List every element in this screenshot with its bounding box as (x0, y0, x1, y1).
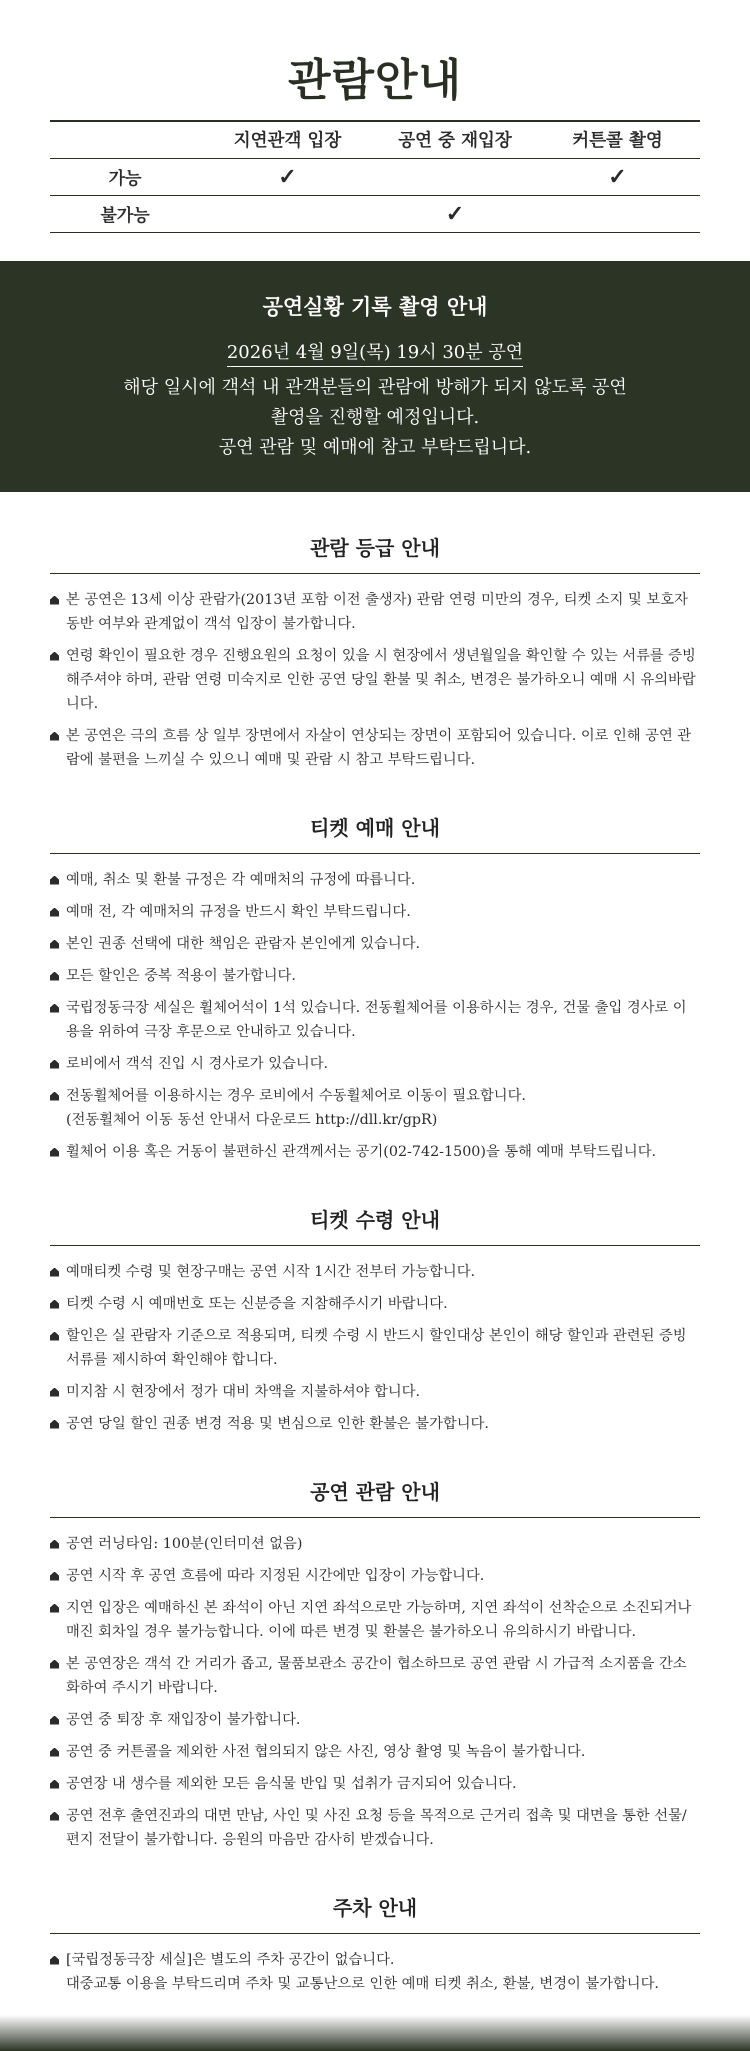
list-item (50, 724, 700, 772)
house-bullet-icon (50, 1572, 59, 1581)
house-bullet-icon (50, 876, 59, 885)
list-item (50, 1740, 700, 1764)
section-list (50, 1948, 700, 1996)
info-sections (0, 532, 750, 1996)
section-heading: 티켓 예매 안내 (50, 812, 700, 854)
list-item-subtext: 대중교통 이용을 부탁드리며 주차 및 교통난으로 인한 예매 티켓 취소, 환불, 변경이 불가합니다. (66, 1975, 659, 1992)
list-item (50, 1772, 700, 1796)
page-title: 관람안내 (287, 55, 462, 106)
section-rating (50, 532, 700, 772)
list-item-text: 공연 중 커튼콜을 제외한 사전 협의되지 않은 사진, 영상 촬영 및 녹음이 불가합니다. (66, 1743, 586, 1760)
list-item-text: 할인은 실 관람자 기준으로 적용되며, 티켓 수령 시 반드시 할인대상 본인이 해당 할인과 관련된 증빙 서류를 제시하여 확인해야 합니다. (66, 1327, 687, 1368)
section-ticket-booking (50, 812, 700, 1164)
list-item (50, 964, 700, 988)
list-item-text: 공연 중 퇴장 후 재입장이 불가합니다. (66, 1711, 301, 1728)
section-parking (50, 1892, 700, 1996)
list-item (50, 1052, 700, 1076)
list-item (50, 1948, 700, 1996)
list-item (50, 1412, 700, 1436)
house-bullet-icon (50, 1268, 59, 1277)
check-icon: ✓ (375, 195, 535, 232)
list-item-text: 예매 전, 각 예매처의 규정을 반드시 확인 부탁드립니다. (66, 903, 411, 920)
list-item-text: 전동휠체어를 이용하시는 경우 로비에서 수동휠체어로 이동이 필요합니다. (66, 1087, 526, 1104)
policy-header-row (50, 121, 700, 158)
list-item-text: 국립정동극장 세실은 휠체어석이 1석 있습니다. 전동휠체어를 이용하시는 경우, 건물 출입 경사로 이용을 위하여 극장 후문으로 안내하고 있습니다. (66, 999, 687, 1040)
list-item-text: 공연 시작 후 공연 흐름에 따라 지정된 시간에만 입장이 가능합니다. (66, 1567, 485, 1584)
house-bullet-icon (50, 1148, 59, 1157)
section-list (50, 1260, 700, 1436)
house-bullet-icon (50, 1332, 59, 1341)
house-bullet-icon (50, 972, 59, 981)
list-item-text: 공연장 내 생수를 제외한 모든 음식물 반입 및 섭취가 금지되어 있습니다. (66, 1775, 517, 1792)
policy-header-late-entry: 지연관객 입장 (200, 121, 375, 158)
list-item (50, 1532, 700, 1556)
list-item-text: 예매, 취소 및 환불 규정은 각 예매처의 규정에 따릅니다. (66, 871, 416, 888)
list-item-text: 본인 권종 선택에 대한 책임은 관람자 본인에게 있습니다. (66, 935, 421, 952)
list-item (50, 644, 700, 716)
list-item-text: 티켓 수령 시 예매번호 또는 신분증을 지참해주시기 바랍니다. (66, 1295, 448, 1312)
house-bullet-icon (50, 1300, 59, 1309)
list-item-text: 본 공연은 극의 흐름 상 일부 장면에서 자살이 연상되는 장면이 포함되어 있습니다. 이로 인해 공연 관람에 불편을 느끼실 수 있으니 예매 및 관람 시 참고 부탁드립니다. (66, 727, 692, 768)
list-item (50, 1564, 700, 1588)
admission-policy-table (50, 120, 700, 233)
list-item-text: 예매티켓 수령 및 현장구매는 공연 시작 1시간 전부터 가능합니다. (66, 1263, 476, 1280)
list-item (50, 1324, 700, 1372)
house-bullet-icon (50, 1604, 59, 1613)
house-bullet-icon (50, 1092, 59, 1101)
list-item-text: 휠체어 이용 혹은 거동이 불편하신 관객께서는 공기(02-742-1500)을 통해 예매 부탁드립니다. (66, 1143, 657, 1160)
house-bullet-icon (50, 732, 59, 741)
bottom-fade (0, 2015, 750, 2051)
notice-line: 공연 관람 및 예매에 참고 부탁드립니다. (218, 436, 532, 458)
notice-date: 2026년 4월 9일(목) 19시 30분 공연 (227, 338, 523, 367)
notice-line: 해당 일시에 객석 내 관객분들의 관람에 방해가 되지 않도록 공연 (123, 376, 627, 398)
list-item (50, 1260, 700, 1284)
list-item (50, 996, 700, 1044)
section-heading: 관람 등급 안내 (50, 532, 700, 574)
notice-title: 공연실황 기록 촬영 안내 (262, 293, 488, 319)
list-item (50, 1804, 700, 1852)
house-bullet-icon (50, 596, 59, 605)
list-item-text: 본 공연은 13세 이상 관람가(2013년 포함 이전 출생자) 관람 연령 미만의 경우, 티켓 소지 및 보호자 동반 여부와 관계없이 객석 입장이 불가합니다. (66, 591, 688, 632)
list-item-text: 본 공연장은 객석 간 거리가 좁고, 물품보관소 공간이 협소하므로 공연 관람 시 가급적 소지품을 간소화하여 주시기 바랍니다. (66, 1655, 687, 1696)
list-item (50, 1652, 700, 1700)
list-item (50, 588, 700, 636)
section-heading: 티켓 수령 안내 (50, 1204, 700, 1246)
list-item-text: 공연 전후 출연진과의 대면 만남, 사인 및 사진 요청 등을 목적으로 근거리 접촉 및 대면을 통한 선물/편지 전달이 불가합니다. 응원의 마음만 감사히 받겠습니다. (66, 1807, 687, 1848)
list-item-subtext: (전동휠체어 이동 동선 안내서 다운로드 http://dll.kr/gpR) (66, 1111, 438, 1128)
list-item (50, 868, 700, 892)
list-item-text: 공연 당일 할인 권종 변경 적용 및 변심으로 인한 환불은 불가합니다. (66, 1415, 489, 1432)
house-bullet-icon (50, 1780, 59, 1789)
house-bullet-icon (50, 1660, 59, 1669)
house-bullet-icon (50, 1716, 59, 1725)
list-item-text: 연령 확인이 필요한 경우 진행요원의 요청이 있을 시 현장에서 생년월일을 확인할 수 있는 서류를 증빙해주셔야 하며, 관람 연령 미숙지로 인한 공연 당일 환불 및 취소, 변경은 불가하오니 예매 시 유의바랍니다. (66, 647, 696, 712)
list-item-text: 미지참 시 현장에서 정가 대비 차액을 지불하셔야 합니다. (66, 1383, 421, 1400)
policy-header-blank (50, 121, 200, 158)
policy-header-reentry: 공연 중 재입장 (375, 121, 535, 158)
list-item (50, 900, 700, 924)
list-item (50, 1596, 700, 1644)
house-bullet-icon (50, 1004, 59, 1013)
section-viewing (50, 1476, 700, 1852)
policy-cell-empty (375, 158, 535, 195)
check-icon: ✓ (200, 158, 375, 195)
house-bullet-icon (50, 1812, 59, 1821)
list-item-text: 공연 러닝타임: 100분(인터미션 없음) (66, 1535, 303, 1552)
house-bullet-icon (50, 1748, 59, 1757)
list-item (50, 1084, 700, 1132)
check-icon: ✓ (535, 158, 700, 195)
recording-notice-banner (0, 261, 750, 492)
policy-header-curtain-call: 커튼콜 촬영 (535, 121, 700, 158)
section-heading: 공연 관람 안내 (50, 1476, 700, 1518)
list-item-text: 지연 입장은 예매하신 본 좌석이 아닌 지연 좌석으로만 가능하며, 지연 좌석이 선착순으로 소진되거나 매진 회차일 경우 불가능합니다. 이에 따른 변경 및 환불은 불가하오니 유의하시기 바랍니다. (66, 1599, 692, 1640)
house-bullet-icon (50, 1388, 59, 1397)
policy-row-label: 가능 (50, 158, 200, 195)
notice-line: 촬영을 진행할 예정입니다. (270, 406, 480, 428)
house-bullet-icon (50, 1540, 59, 1549)
list-item (50, 1292, 700, 1316)
section-list (50, 588, 700, 772)
house-bullet-icon (50, 652, 59, 661)
list-item (50, 1380, 700, 1404)
list-item (50, 1708, 700, 1732)
house-bullet-icon (50, 1956, 59, 1965)
list-item (50, 1140, 700, 1164)
section-ticket-pickup (50, 1204, 700, 1436)
list-item-text: [국립정동극장 세실]은 별도의 주차 공간이 없습니다. (66, 1951, 395, 1968)
house-bullet-icon (50, 940, 59, 949)
house-bullet-icon (50, 1060, 59, 1069)
policy-row-label: 불가능 (50, 195, 200, 232)
list-item-text: 로비에서 객석 진입 시 경사로가 있습니다. (66, 1055, 329, 1072)
house-bullet-icon (50, 908, 59, 917)
policy-row-not-allowed (50, 195, 700, 232)
section-list (50, 868, 700, 1164)
section-list (50, 1532, 700, 1852)
policy-cell-empty (535, 195, 700, 232)
house-bullet-icon (50, 1420, 59, 1429)
policy-cell-empty (200, 195, 375, 232)
policy-row-allowed (50, 158, 700, 195)
list-item-text: 모든 할인은 중복 적용이 불가합니다. (66, 967, 296, 984)
list-item (50, 932, 700, 956)
section-heading: 주차 안내 (50, 1892, 700, 1934)
